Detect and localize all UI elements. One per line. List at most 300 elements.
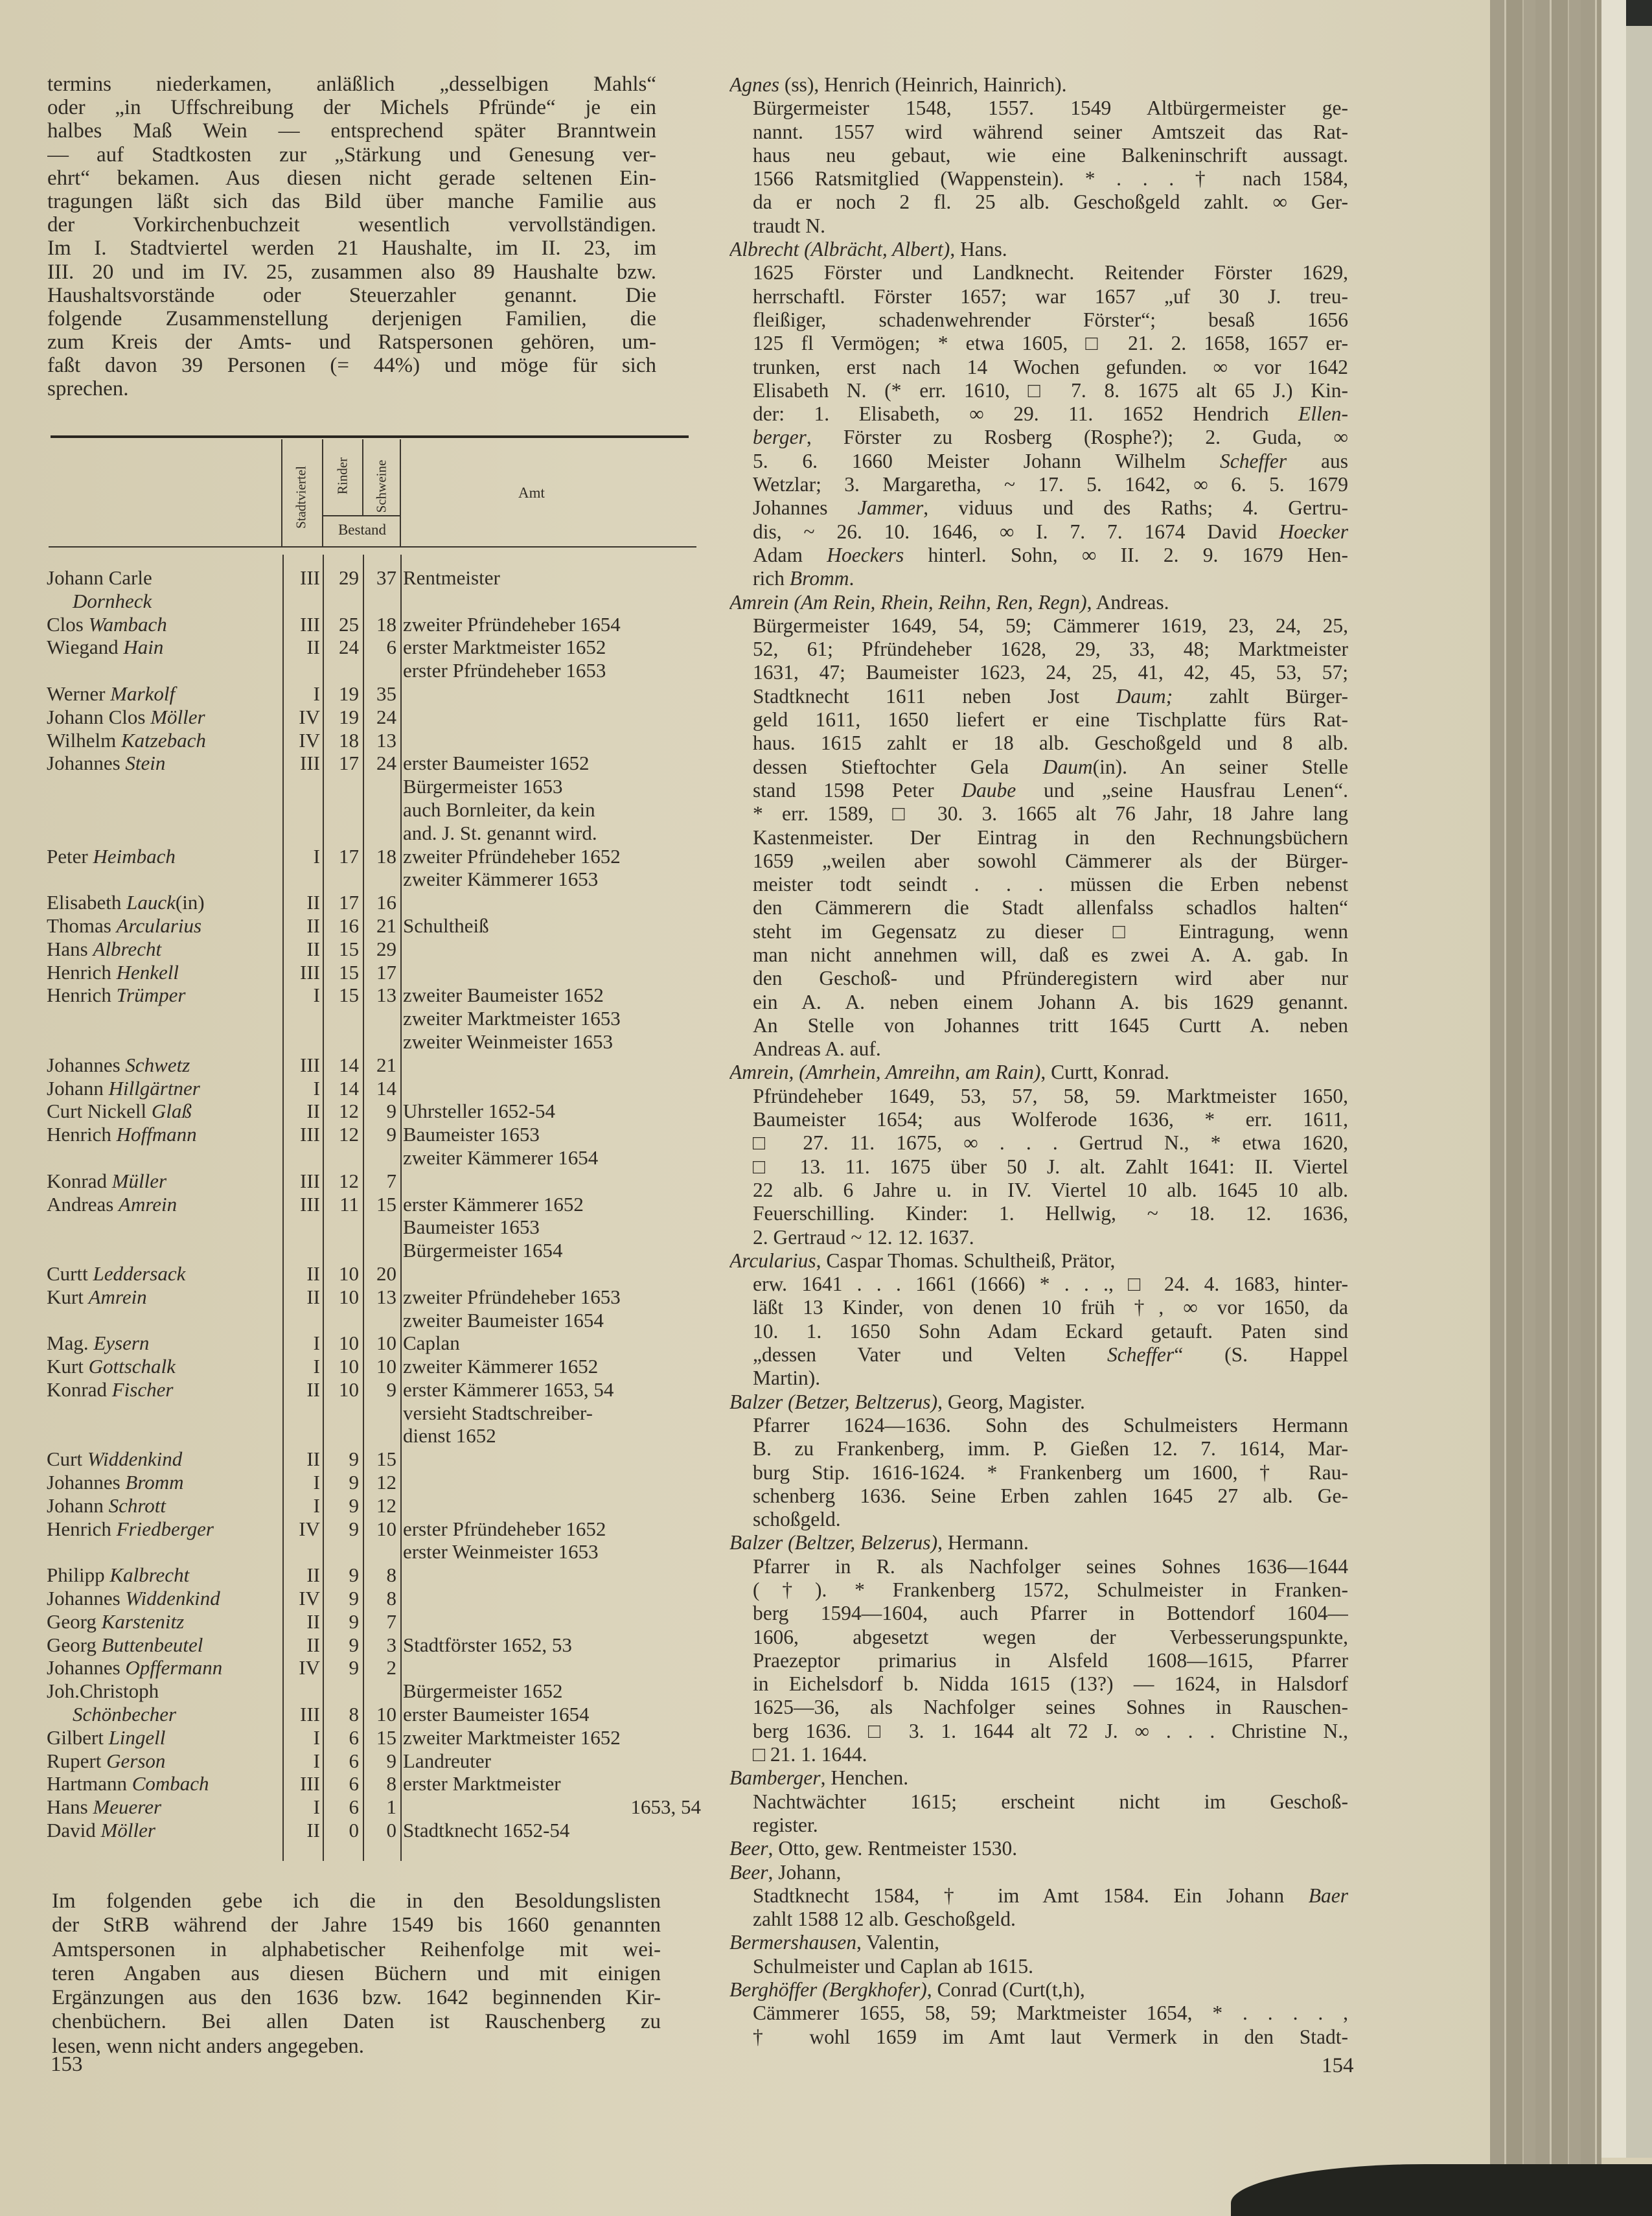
entry-text-line <box>729 1508 1348 1531</box>
table-row <box>47 566 701 613</box>
text: * err. 1589, □ 30. 3. 1665 alt 76 Jahr, 18 Jahre lang <box>753 802 1348 825</box>
schweine-value: 15 <box>376 1448 396 1471</box>
text-line: der StRB während der Jahre 1549 bis 1660 genannten <box>52 1913 661 1937</box>
text: stand 1598 Peter <box>753 778 962 802</box>
stadtviertel-value: III <box>300 1053 320 1076</box>
text: 10. 1. 1650 Sohn Adam Eckard getauft. Paten sind <box>753 1319 1348 1343</box>
office-text: erster Kämmerer 1652 <box>403 1192 584 1216</box>
text: (in). An seiner Stelle <box>1092 755 1348 778</box>
text: Henrich <box>47 984 117 1007</box>
italic-text: Wambach <box>88 612 167 636</box>
rinder-value: 6 <box>349 1772 359 1795</box>
text: Curt <box>47 1448 87 1471</box>
text: (in) <box>175 891 205 914</box>
italic-text: Daum; <box>1116 684 1173 708</box>
register-entry <box>729 591 1348 1061</box>
text: 1625—36, als Nachfolger seines Sohnes in Rauschen- <box>753 1696 1348 1719</box>
header-stadtviertel: Stadtviertel <box>293 466 309 529</box>
entry-text-line <box>729 308 1348 332</box>
rinder-value: 17 <box>339 844 359 868</box>
entry-text-line <box>729 638 1348 661</box>
schweine-value: 8 <box>386 1564 396 1587</box>
person-name <box>47 1448 281 1471</box>
schweine-value: 24 <box>376 705 396 728</box>
text: 1606, abgesetzt wegen der Verbesserungspunkte, <box>753 1625 1348 1648</box>
stadtviertel-value: II <box>306 1448 320 1471</box>
entry-text-line <box>729 1037 1348 1061</box>
office-text: zweiter Marktmeister 1653 <box>403 1007 621 1030</box>
office-text: erster Kämmerer 1653, 54 <box>403 1378 614 1401</box>
office-text: zweiter Kämmerer 1654 <box>403 1146 599 1169</box>
text: An Stelle von Johannes tritt 1645 Curtt A. neben <box>753 1013 1348 1037</box>
text-line: tragungen läßt sich das Bild über manche Familie aus <box>47 189 656 213</box>
rinder-value: 6 <box>349 1795 359 1819</box>
italic-text: Glaß <box>151 1100 192 1123</box>
schweine-value: 21 <box>376 914 396 937</box>
text: 1625 Förster und Landknecht. Reitender Förster 1629, <box>753 261 1348 284</box>
person-name <box>47 1193 281 1216</box>
rinder-value: 9 <box>349 1471 359 1494</box>
text: , Conrad (Curt(t,h), <box>926 1978 1085 2002</box>
register-entry <box>729 73 1348 238</box>
stadtviertel-value: IV <box>299 1517 320 1540</box>
text: meister todt seindt . . . müssen die Erben nebenst <box>753 873 1348 896</box>
italic-text: Trümper <box>116 984 186 1007</box>
stadtviertel-value: III <box>300 1169 320 1192</box>
entry-text-line <box>729 1155 1348 1179</box>
text: zahlt Bürger- <box>1173 684 1348 708</box>
schweine-value: 13 <box>376 728 396 752</box>
rinder-value: 9 <box>349 1448 359 1471</box>
italic-text: berger <box>753 426 807 449</box>
stadtviertel-value: III <box>300 1703 320 1726</box>
italic-text: Amrein <box>119 1192 178 1216</box>
text-line: Im folgenden gebe ich die in den Besoldungslisten <box>52 1889 661 1913</box>
text: Wetzlar; 3. Margaretha, ~ 17. 5. 1642, ∞ 6. 5. 1679 <box>753 473 1348 496</box>
table-row <box>47 1123 701 1170</box>
table-row <box>47 1355 701 1378</box>
schweine-value: 9 <box>386 1100 396 1123</box>
stadtviertel-value: III <box>300 960 320 984</box>
intro-paragraph <box>47 73 656 401</box>
schweine-value: 6 <box>386 636 396 659</box>
table-row <box>47 938 701 961</box>
text: Curt Nickell <box>47 1100 152 1123</box>
header-amt: Amt <box>518 485 545 501</box>
stadtviertel-value: IV <box>299 705 320 728</box>
text: berg 1636. □ 3. 1. 1644 alt 72 J. ∞ . . . Christine N., <box>753 1719 1348 1742</box>
text: Baumeister 1654; aus Wolferode 1636, * err. 1611, <box>753 1108 1348 1131</box>
italic-text: Combach <box>132 1772 209 1795</box>
rinder-value: 9 <box>349 1656 359 1679</box>
table-row <box>47 1610 701 1633</box>
rinder-value: 16 <box>339 914 359 937</box>
person-name <box>47 1077 281 1100</box>
entry-text-line <box>729 1320 1348 1343</box>
text: schoßgeld. <box>753 1508 841 1531</box>
entry-text-line <box>729 1649 1348 1672</box>
entry-text-line <box>729 214 1348 238</box>
entry-text-line <box>729 614 1348 638</box>
entry-text-line <box>729 1602 1348 1625</box>
rinder-value: 29 <box>339 566 359 589</box>
italic-text: Berghöffer (Bergkhofer) <box>729 1978 927 2002</box>
entry-text-line <box>729 1202 1348 1225</box>
table-row <box>47 1633 701 1657</box>
italic-text: Buttenbeutel <box>101 1633 203 1656</box>
schweine-value: 37 <box>376 566 396 589</box>
book-cover-edge <box>1626 26 1652 2158</box>
rinder-value: 14 <box>339 1053 359 1076</box>
person-name <box>47 1518 281 1541</box>
schweine-value: 35 <box>376 682 396 705</box>
table-row <box>47 636 701 682</box>
person-name <box>47 1286 281 1309</box>
rinder-value: 14 <box>339 1076 359 1100</box>
entry-text-line <box>729 1955 1348 1978</box>
text: , Caspar Thomas. Schultheiß, Prätor, <box>816 1249 1116 1272</box>
office-text: zweiter Marktmeister 1652 <box>403 1725 621 1749</box>
office-text: Bürgermeister 1653 <box>403 775 563 798</box>
stadtviertel-value: II <box>306 937 320 960</box>
text: Adam <box>753 543 827 566</box>
stadtviertel-value: II <box>306 914 320 937</box>
schweine-value: 7 <box>386 1169 396 1192</box>
text: , Hermann. <box>937 1531 1029 1554</box>
office-text: erster Marktmeister 1652 <box>403 636 606 659</box>
entry-heading <box>729 1391 1348 1414</box>
schweine-value: 10 <box>376 1332 396 1355</box>
stadtviertel-value: I <box>313 1494 320 1517</box>
italic-text: Ellen- <box>1298 402 1348 426</box>
entry-text-line <box>729 1484 1348 1508</box>
table-row <box>47 1332 701 1355</box>
office-text: zweiter Pfründeheber 1654 <box>403 612 621 636</box>
stadtviertel-value: I <box>313 844 320 868</box>
italic-text: Gerson <box>106 1749 166 1772</box>
entry-heading <box>729 73 1348 97</box>
entry-text-line <box>729 991 1348 1014</box>
table-row <box>47 891 701 914</box>
text: da er noch 2 fl. 25 alb. Geschoßgeld zahlt. ∞ Ger- <box>753 190 1348 214</box>
italic-text: Bromm <box>125 1471 184 1494</box>
table-row <box>47 1286 701 1332</box>
stadtviertel-value: IV <box>299 1587 320 1610</box>
text: Bürgermeister 1649, 54, 59; Cämmerer 1619, 23, 24, 25, <box>753 614 1348 637</box>
rinder-value: 10 <box>339 1285 359 1308</box>
text-line: Haushaltsvorstände oder Steuerzahler genannt. Die <box>47 283 656 307</box>
entry-text-line <box>729 285 1348 308</box>
entry-text-line <box>729 1461 1348 1484</box>
stadtviertel-value: IV <box>299 728 320 752</box>
entry-text-line <box>729 1273 1348 1296</box>
text: 1566 Ratsmitglied (Wappenstein). * . . . † nach 1584, <box>753 167 1348 190</box>
office-text: zweiter Pfründeheber 1652 <box>403 844 621 868</box>
entry-text-line <box>729 190 1348 214</box>
table-row <box>47 1054 701 1077</box>
header-divider <box>281 439 282 546</box>
entry-text-line <box>729 1720 1348 1743</box>
italic-text: Arcularius <box>116 914 202 937</box>
rinder-value: 19 <box>339 705 359 728</box>
italic-text: Heimbach <box>93 844 176 868</box>
person-name <box>47 1332 281 1355</box>
stadtviertel-value: I <box>313 1076 320 1100</box>
entry-text-line <box>729 356 1348 379</box>
italic-text: Amrein <box>88 1285 147 1308</box>
entry-text-line <box>729 121 1348 144</box>
entry-heading <box>729 1249 1348 1273</box>
person-name <box>47 1610 281 1633</box>
text: Elisabeth N. (* err. 1610, □ 7. 8. 1675 alt 65 J.) Kin- <box>753 378 1348 402</box>
stadtviertel-value: III <box>300 1123 320 1146</box>
italic-text: Bermershausen <box>729 1931 856 1954</box>
italic-text: Müller <box>111 1169 167 1192</box>
office-text: Baumeister 1653 <box>403 1123 540 1146</box>
text: Henrich <box>47 1517 117 1540</box>
italic-text: Balzer (Betzer, Beltzerus) <box>729 1390 938 1413</box>
italic-text: Schrott <box>108 1494 166 1517</box>
table-row <box>47 961 701 984</box>
text: . <box>849 567 855 590</box>
italic-text: Gottschalk <box>88 1355 176 1378</box>
person-name <box>47 752 281 775</box>
entry-heading <box>729 1861 1348 1884</box>
italic-text: Amrein, (Amrhein, Amreihn, am Rain) <box>729 1061 1041 1084</box>
text: steht im Gegensatz zu dieser □ Eintragung, wenn <box>753 919 1348 943</box>
text-line: Amtspersonen in alphabetischer Reihenfolge mit wei- <box>52 1937 661 1961</box>
stadtviertel-value: II <box>306 1564 320 1587</box>
rinder-value: 11 <box>339 1192 359 1216</box>
italic-text: Katzebach <box>120 728 206 752</box>
stadtviertel-value: III <box>300 1192 320 1216</box>
rinder-value: 10 <box>339 1355 359 1378</box>
text: burg Stip. 1616-1624. * Frankenberg um 1600, † Rau- <box>753 1460 1348 1484</box>
register-entry <box>729 1531 1348 1766</box>
text: † wohl 1659 im Amt laut Vermerk in den Stadt- <box>753 2025 1348 2048</box>
office-text: erster Pfründeheber 1653 <box>403 659 606 682</box>
text: Elisabeth <box>47 891 127 914</box>
text: □ 27. 11. 1675, ∞ . . . Gertrud N., * etwa 1620, <box>753 1131 1348 1155</box>
page-number-left: 153 <box>51 2053 83 2076</box>
text: hinterl. Sohn, ∞ II. 2. 9. 1679 Hen- <box>904 543 1348 566</box>
table-top-rule <box>51 435 689 438</box>
office-text: zweiter Kämmerer 1652 <box>403 1355 599 1378</box>
table-row <box>47 1077 701 1100</box>
text-line: Im I. Stadtviertel werden 21 Haushalte, im II. 23, im <box>47 237 656 260</box>
text: Clos <box>47 612 89 636</box>
schweine-value: 10 <box>376 1355 396 1378</box>
schweine-value: 8 <box>386 1772 396 1795</box>
register-entry <box>729 1978 1348 2049</box>
text: (†). * Frankenberg 1572, Schulmeister in Franken- <box>753 1578 1348 1601</box>
italic-text: Albrecht <box>93 937 162 960</box>
italic-text: Bamberger <box>729 1766 821 1790</box>
table-row <box>47 1378 701 1448</box>
text: Martin). <box>753 1367 821 1390</box>
rinder-value: 15 <box>339 937 359 960</box>
entry-text-line <box>729 1814 1348 1837</box>
stadtviertel-value: III <box>300 566 320 589</box>
office-text: erster Pfründeheber 1652 <box>403 1517 606 1540</box>
text: register. <box>753 1813 818 1836</box>
schweine-value: 21 <box>376 1053 396 1076</box>
schweine-value: 8 <box>386 1587 396 1610</box>
register-entry <box>729 1391 1348 1532</box>
text-line: oder „in Uffschreibung der Michels Pfründe“ je ein <box>47 96 656 120</box>
rinder-value: 0 <box>349 1819 359 1842</box>
italic-text: Scheffer <box>1219 449 1287 472</box>
person-name <box>47 845 281 868</box>
schweine-value: 17 <box>376 960 396 984</box>
text: 1659 „weilen aber sowohl Cämmerer als der Bürger- <box>753 849 1348 872</box>
person-name <box>47 1355 281 1378</box>
text: erw. 1641 . . . 1661 (1666) * . . ., □ 24. 4. 1683, hinter- <box>753 1273 1348 1296</box>
entry-heading <box>729 1837 1348 1860</box>
stadtviertel-value: III <box>300 612 320 636</box>
text: Andreas A. auf. <box>753 1037 881 1061</box>
italic-text: Widdenkind <box>87 1448 183 1471</box>
person-name <box>47 1679 281 1703</box>
text: fleißiger, schadenwehrender Förster“; besaß 1656 <box>753 308 1348 331</box>
person-name <box>47 984 281 1007</box>
text: Philipp <box>47 1564 110 1587</box>
person-name <box>47 706 281 729</box>
person-name <box>47 1378 281 1402</box>
schweine-value: 20 <box>376 1262 396 1285</box>
stadtviertel-value: III <box>300 752 320 775</box>
text-line: zum Kreis der Amts- und Ratspersonen gehören, um- <box>47 330 656 354</box>
italic-text: Opffermann <box>125 1656 223 1679</box>
person-name <box>47 1100 281 1123</box>
entry-text-line <box>729 261 1348 284</box>
text: Henrich <box>47 960 117 984</box>
stadtviertel-value: II <box>306 1378 320 1401</box>
outro-paragraph <box>52 1889 661 2059</box>
rinder-value: 9 <box>349 1517 359 1540</box>
entry-text-line <box>729 1226 1348 1249</box>
text: 52, 61; Pfründeheber 1628, 29, 33, 48; Marktmeister <box>753 638 1348 661</box>
entry-text-line <box>729 167 1348 190</box>
text: Kurt <box>47 1285 89 1308</box>
person-name <box>47 613 281 636</box>
stadtviertel-value: I <box>313 984 320 1007</box>
stadtviertel-value: II <box>306 1285 320 1308</box>
text: Stadtknecht 1584, † im Amt 1584. Ein Johann <box>753 1884 1309 1907</box>
text-line: der Vorkirchenbuchzeit wesentlich vervollständigen. <box>47 213 656 237</box>
text: „dessen Vater und Velten <box>753 1343 1107 1367</box>
text: Feuerschilling. Kinder: 1. Hellwig, ~ 18. 12. 1636, <box>753 1202 1348 1225</box>
text: , Hans. <box>950 238 1007 261</box>
person-name <box>47 566 281 590</box>
text: Pfründeheber 1649, 53, 57, 58, 59. Marktmeister 1650, <box>753 1084 1348 1107</box>
text: Mag. <box>47 1332 94 1355</box>
office-text: Stadtknecht 1652-54 <box>403 1819 570 1842</box>
office-text: Rentmeister <box>403 566 500 589</box>
italic-text: Hoecker <box>1279 520 1348 543</box>
office-text: zweiter Pfründeheber 1653 <box>403 1285 621 1308</box>
person-name <box>47 1726 281 1749</box>
text-line: lesen, wenn nicht anders angegeben. <box>52 2034 364 2058</box>
text: der: 1. Elisabeth, ∞ 29. 11. 1652 Hendrich <box>753 402 1299 426</box>
italic-text: Bromm <box>789 567 849 590</box>
text: Cämmerer 1655, 58, 59; Marktmeister 1654, * . . . . , <box>753 2002 1348 2025</box>
text-line: sprechen. <box>47 377 129 401</box>
schweine-value: 12 <box>376 1494 396 1517</box>
table-row <box>47 729 701 752</box>
italic-text: Eysern <box>93 1332 150 1355</box>
italic-text: Friedberger <box>116 1517 214 1540</box>
italic-text: Fischer <box>111 1378 174 1401</box>
schweine-value: 15 <box>376 1725 396 1749</box>
text: Konrad <box>47 1169 112 1192</box>
entry-text-line <box>729 97 1348 120</box>
table-row <box>47 1193 701 1262</box>
text: Georg <box>47 1633 102 1656</box>
text: trunken, erst nach 14 Wochen gefunden. ∞ vor 1642 <box>753 355 1348 378</box>
italic-text: Dornheck <box>73 589 152 612</box>
table-row <box>47 1726 701 1749</box>
text: Hans <box>47 937 93 960</box>
schweine-value: 7 <box>386 1610 396 1633</box>
register-entries <box>729 73 1348 2049</box>
text: Wiegand <box>47 636 124 659</box>
schweine-value: 12 <box>376 1471 396 1494</box>
text-line: halbes Maß Wein — entsprechend später Branntwein <box>47 119 656 143</box>
entry-text-line <box>729 732 1348 755</box>
text: aus <box>1287 449 1348 472</box>
schweine-value: 13 <box>376 1285 396 1308</box>
schweine-value: 18 <box>376 844 396 868</box>
entry-heading <box>729 591 1348 614</box>
entry-text-line <box>729 849 1348 873</box>
text: traudt N. <box>753 214 825 237</box>
entry-text-line <box>729 1908 1348 1931</box>
italic-text: Hoffmann <box>116 1123 197 1146</box>
text: B. zu Frankenberg, imm. P. Gießen 12. 7. 1614, Mar- <box>753 1437 1348 1460</box>
person-name <box>47 1795 281 1819</box>
text-line: ehrt“ bekamen. Aus diesen nicht gerade seltenen Ein- <box>47 166 656 190</box>
stadtviertel-value: I <box>313 1795 320 1819</box>
person-name <box>47 1564 281 1587</box>
text: haus neu gebaut, wie eine Balkeninschrift aussagt. <box>753 143 1348 167</box>
text: Henrich <box>47 1123 117 1146</box>
italic-text: Jammer <box>857 496 924 520</box>
text-line: teren Angaben aus diesen Büchern und mit einigen <box>52 1961 661 1985</box>
office-text: erster Weinmeister 1653 <box>403 1540 599 1564</box>
schweine-value: 24 <box>376 752 396 775</box>
italic-text: Agnes <box>729 73 779 96</box>
table-row <box>47 984 701 1053</box>
stadtviertel-value: III <box>300 1772 320 1795</box>
text: Kurt <box>47 1355 89 1378</box>
text: Andreas <box>47 1192 119 1216</box>
person-name <box>47 1054 281 1077</box>
entry-text-line <box>729 943 1348 967</box>
text: 125 fl Vermögen; * etwa 1605, □ 21. 2. 1658, 1657 er- <box>753 332 1348 355</box>
person-name <box>47 1123 281 1146</box>
register-entry <box>729 1061 1348 1249</box>
text: Werner <box>47 682 111 705</box>
table-header-rule <box>49 546 696 548</box>
table-row <box>47 1795 701 1819</box>
text: □ 21. 1. 1644. <box>753 1743 867 1766</box>
entry-text-line <box>729 756 1348 779</box>
text: Kastenmeister. Der Eintrag in den Rechnungsbüchern <box>753 825 1348 849</box>
text: , Georg, Magister. <box>937 1390 1085 1413</box>
rinder-value: 9 <box>349 1564 359 1587</box>
rinder-value: 15 <box>339 984 359 1007</box>
